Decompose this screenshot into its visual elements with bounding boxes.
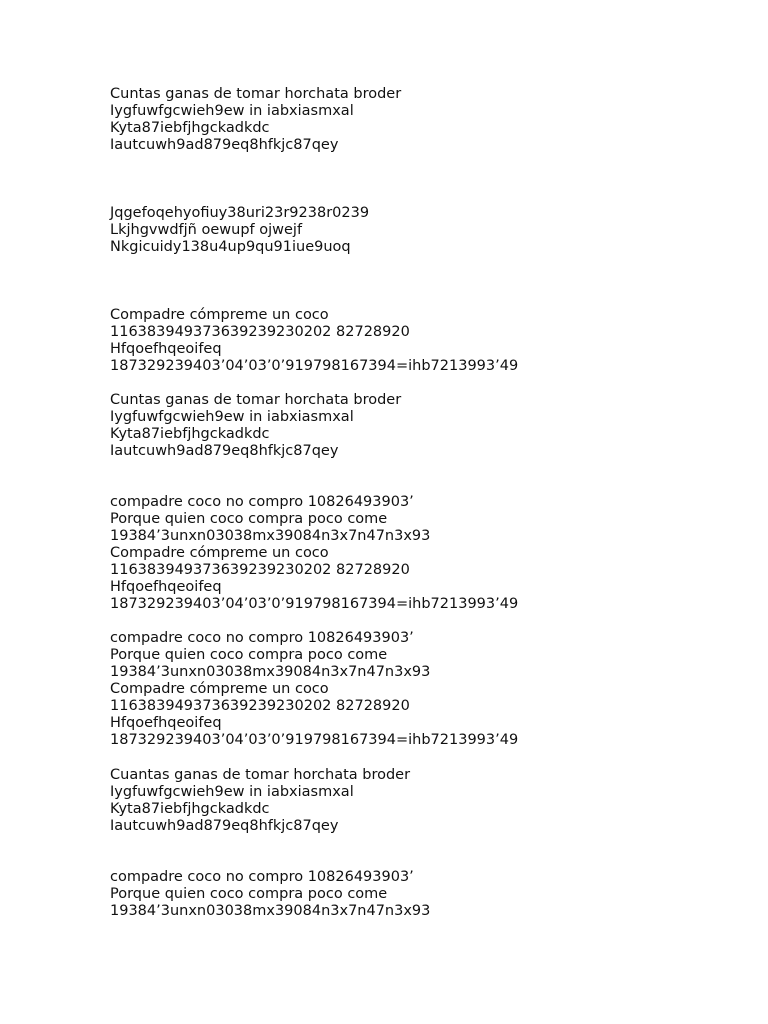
text-line: 187329239403’04’03’0’919798167394=ihb7213993’49 bbox=[110, 732, 519, 748]
text-line: Cuantas ganas de tomar horchata broder bbox=[110, 767, 411, 783]
text-line: compadre coco no compro 10826493903’ bbox=[110, 494, 414, 510]
text-line: Iygfuwfgcwieh9ew in iabxiasmxal bbox=[110, 103, 354, 119]
text-line: Compadre cómpreme un coco bbox=[110, 681, 329, 697]
text-line: Kyta87iebfjhgckadkdc bbox=[110, 801, 270, 817]
text-line: Lkjhgvwdfjñ oewupf ojwejf bbox=[110, 222, 303, 238]
text-line: 19384’3unxn03038mx39084n3x7n47n3x93 bbox=[110, 528, 431, 544]
text-line: 187329239403’04’03’0’919798167394=ihb7213993’49 bbox=[110, 596, 519, 612]
text-line: 116383949373639239230202 82728920 bbox=[110, 324, 410, 340]
text-line: Iygfuwfgcwieh9ew in iabxiasmxal bbox=[110, 409, 354, 425]
text-line: Kyta87iebfjhgckadkdc bbox=[110, 426, 270, 442]
text-line: Hfqoefhqeoifeq bbox=[110, 341, 222, 357]
text-line: 19384’3unxn03038mx39084n3x7n47n3x93 bbox=[110, 664, 431, 680]
text-line: Hfqoefhqeoifeq bbox=[110, 579, 222, 595]
text-line: Porque quien coco compra poco come bbox=[110, 511, 388, 527]
text-line: compadre coco no compro 10826493903’ bbox=[110, 869, 414, 885]
text-line: Iygfuwfgcwieh9ew in iabxiasmxal bbox=[110, 784, 354, 800]
text-line: Porque quien coco compra poco come bbox=[110, 647, 388, 663]
text-line: Iautcuwh9ad879eq8hfkjc87qey bbox=[110, 818, 339, 834]
text-line: 19384’3unxn03038mx39084n3x7n47n3x93 bbox=[110, 903, 431, 919]
text-line: Iautcuwh9ad879eq8hfkjc87qey bbox=[110, 443, 339, 459]
text-line: 116383949373639239230202 82728920 bbox=[110, 698, 410, 714]
text-line: Compadre cómpreme un coco bbox=[110, 307, 329, 323]
text-line: Hfqoefhqeoifeq bbox=[110, 715, 222, 731]
text-line: Cuntas ganas de tomar horchata broder bbox=[110, 392, 402, 408]
text-line: Kyta87iebfjhgckadkdc bbox=[110, 120, 270, 136]
text-line: Compadre cómpreme un coco bbox=[110, 545, 329, 561]
text-line: 116383949373639239230202 82728920 bbox=[110, 562, 410, 578]
text-line: Cuntas ganas de tomar horchata broder bbox=[110, 86, 402, 102]
text-line: Jqgefoqehyofiuy38uri23r9238r0239 bbox=[110, 205, 370, 221]
text-line: Nkgicuidy138u4up9qu91iue9uoq bbox=[110, 239, 351, 255]
text-line: Porque quien coco compra poco come bbox=[110, 886, 388, 902]
text-line: compadre coco no compro 10826493903’ bbox=[110, 630, 414, 646]
text-line: 187329239403’04’03’0’919798167394=ihb7213993’49 bbox=[110, 358, 519, 374]
text-line: Iautcuwh9ad879eq8hfkjc87qey bbox=[110, 137, 339, 153]
